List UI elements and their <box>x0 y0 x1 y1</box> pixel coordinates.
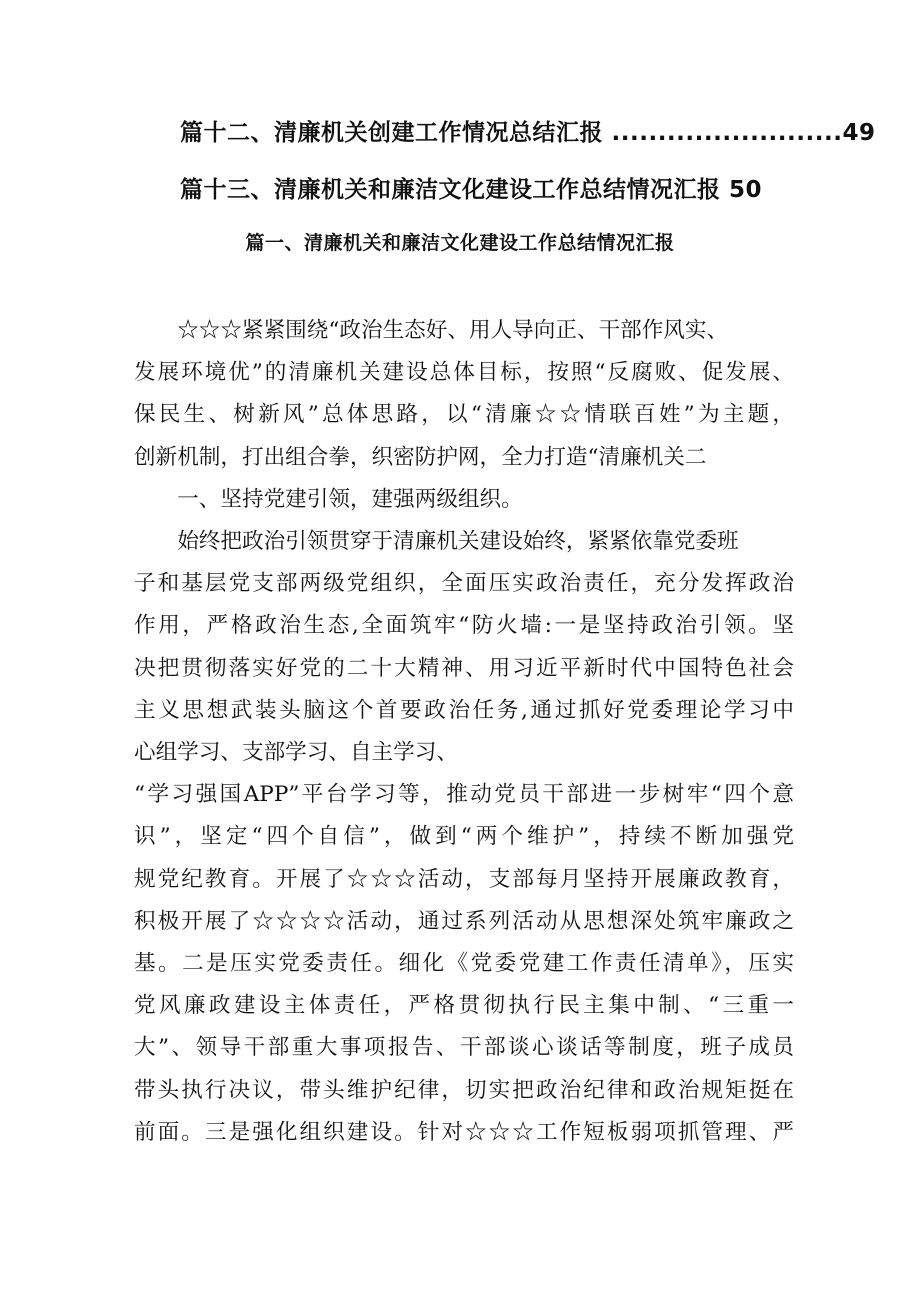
paragraph-line: 带头执行决议，带头维护纪律，切实把政治纪律和政治规矩挺在 <box>134 1077 794 1103</box>
paragraph-line: 发展环境优”的清廉机关建设总体目标，按照“反腐败、促发展、 <box>134 360 794 386</box>
paragraph-line: 规党纪教育。开展了☆☆☆活动，支部每月坚持开展廉政教育， <box>134 866 794 892</box>
paragraph-line: 大”、领导干部重大事项报告、干部谈心谈话等制度，班子成员 <box>134 1035 794 1061</box>
toc-entry-12[interactable]: 篇十二、清廉机关创建工作情况总结汇报 .........................49 <box>180 120 876 146</box>
paragraph-line: 决把贯彻落实好党的二十大精神、用习近平新时代中国特色社会 <box>134 655 794 681</box>
paragraph-line: 保民生、树新风”总体思路，以“清廉☆☆情联百姓”为主题， <box>134 402 794 428</box>
body-text <box>134 310 794 1154</box>
paragraph-line: 党风廉政建设主体责任，严格贯彻执行民主集中制、“三重一 <box>134 993 794 1019</box>
paragraph-line: 识”，坚定“四个自信”，做到“两个维护”，持续不断加强党 <box>134 824 794 850</box>
paragraph-line: 心组学习、支部学习、自主学习、 <box>134 740 458 766</box>
paragraph-line: 子和基层党支部两级党组织，全面压实政治责任，充分发挥政治 <box>134 571 794 597</box>
paragraph-line: 积极开展了☆☆☆☆活动，通过系列活动从思想深处筑牢廉政之 <box>134 908 794 934</box>
paragraph-line: 主义思想武装头脑这个首要政治任务,通过抓好党委理论学习中 <box>134 697 794 723</box>
paragraph-line: ☆☆☆紧紧围绕“政治生态好、用人导向正、干部作风实、 <box>177 318 729 343</box>
paragraph-line: “学习强国APP”平台学习等，推动党员干部进一步树牢“四个意 <box>134 782 794 808</box>
paragraph-line: 作用，严格政治生态,全面筑牢“防火墙:一是坚持政治引领。坚 <box>134 613 794 639</box>
paragraph-line: 创新机制，打出组合拳，织密防护网，全力打造“清廉机关二 <box>134 444 707 470</box>
paragraph-line: 始终把政治引领贯穿于清廉机关建设始终，紧紧依靠党委班 <box>177 529 739 555</box>
paragraph-line: 前面。三是强化组织建设。针对☆☆☆工作短板弱项抓管理、严 <box>134 1119 794 1145</box>
paragraph-line: 基。二是压实党委责任。细化《党委党建工作责任清单》，压实 <box>134 951 794 977</box>
page-title: 篇一、清廉机关和廉洁文化建设工作总结情况汇报 <box>245 232 675 254</box>
toc-entry-13[interactable]: 篇十三、清廉机关和廉洁文化建设工作总结情况汇报 50 <box>180 177 763 203</box>
section-heading: 一、坚持党建引领，建强两级组织。 <box>177 486 523 512</box>
